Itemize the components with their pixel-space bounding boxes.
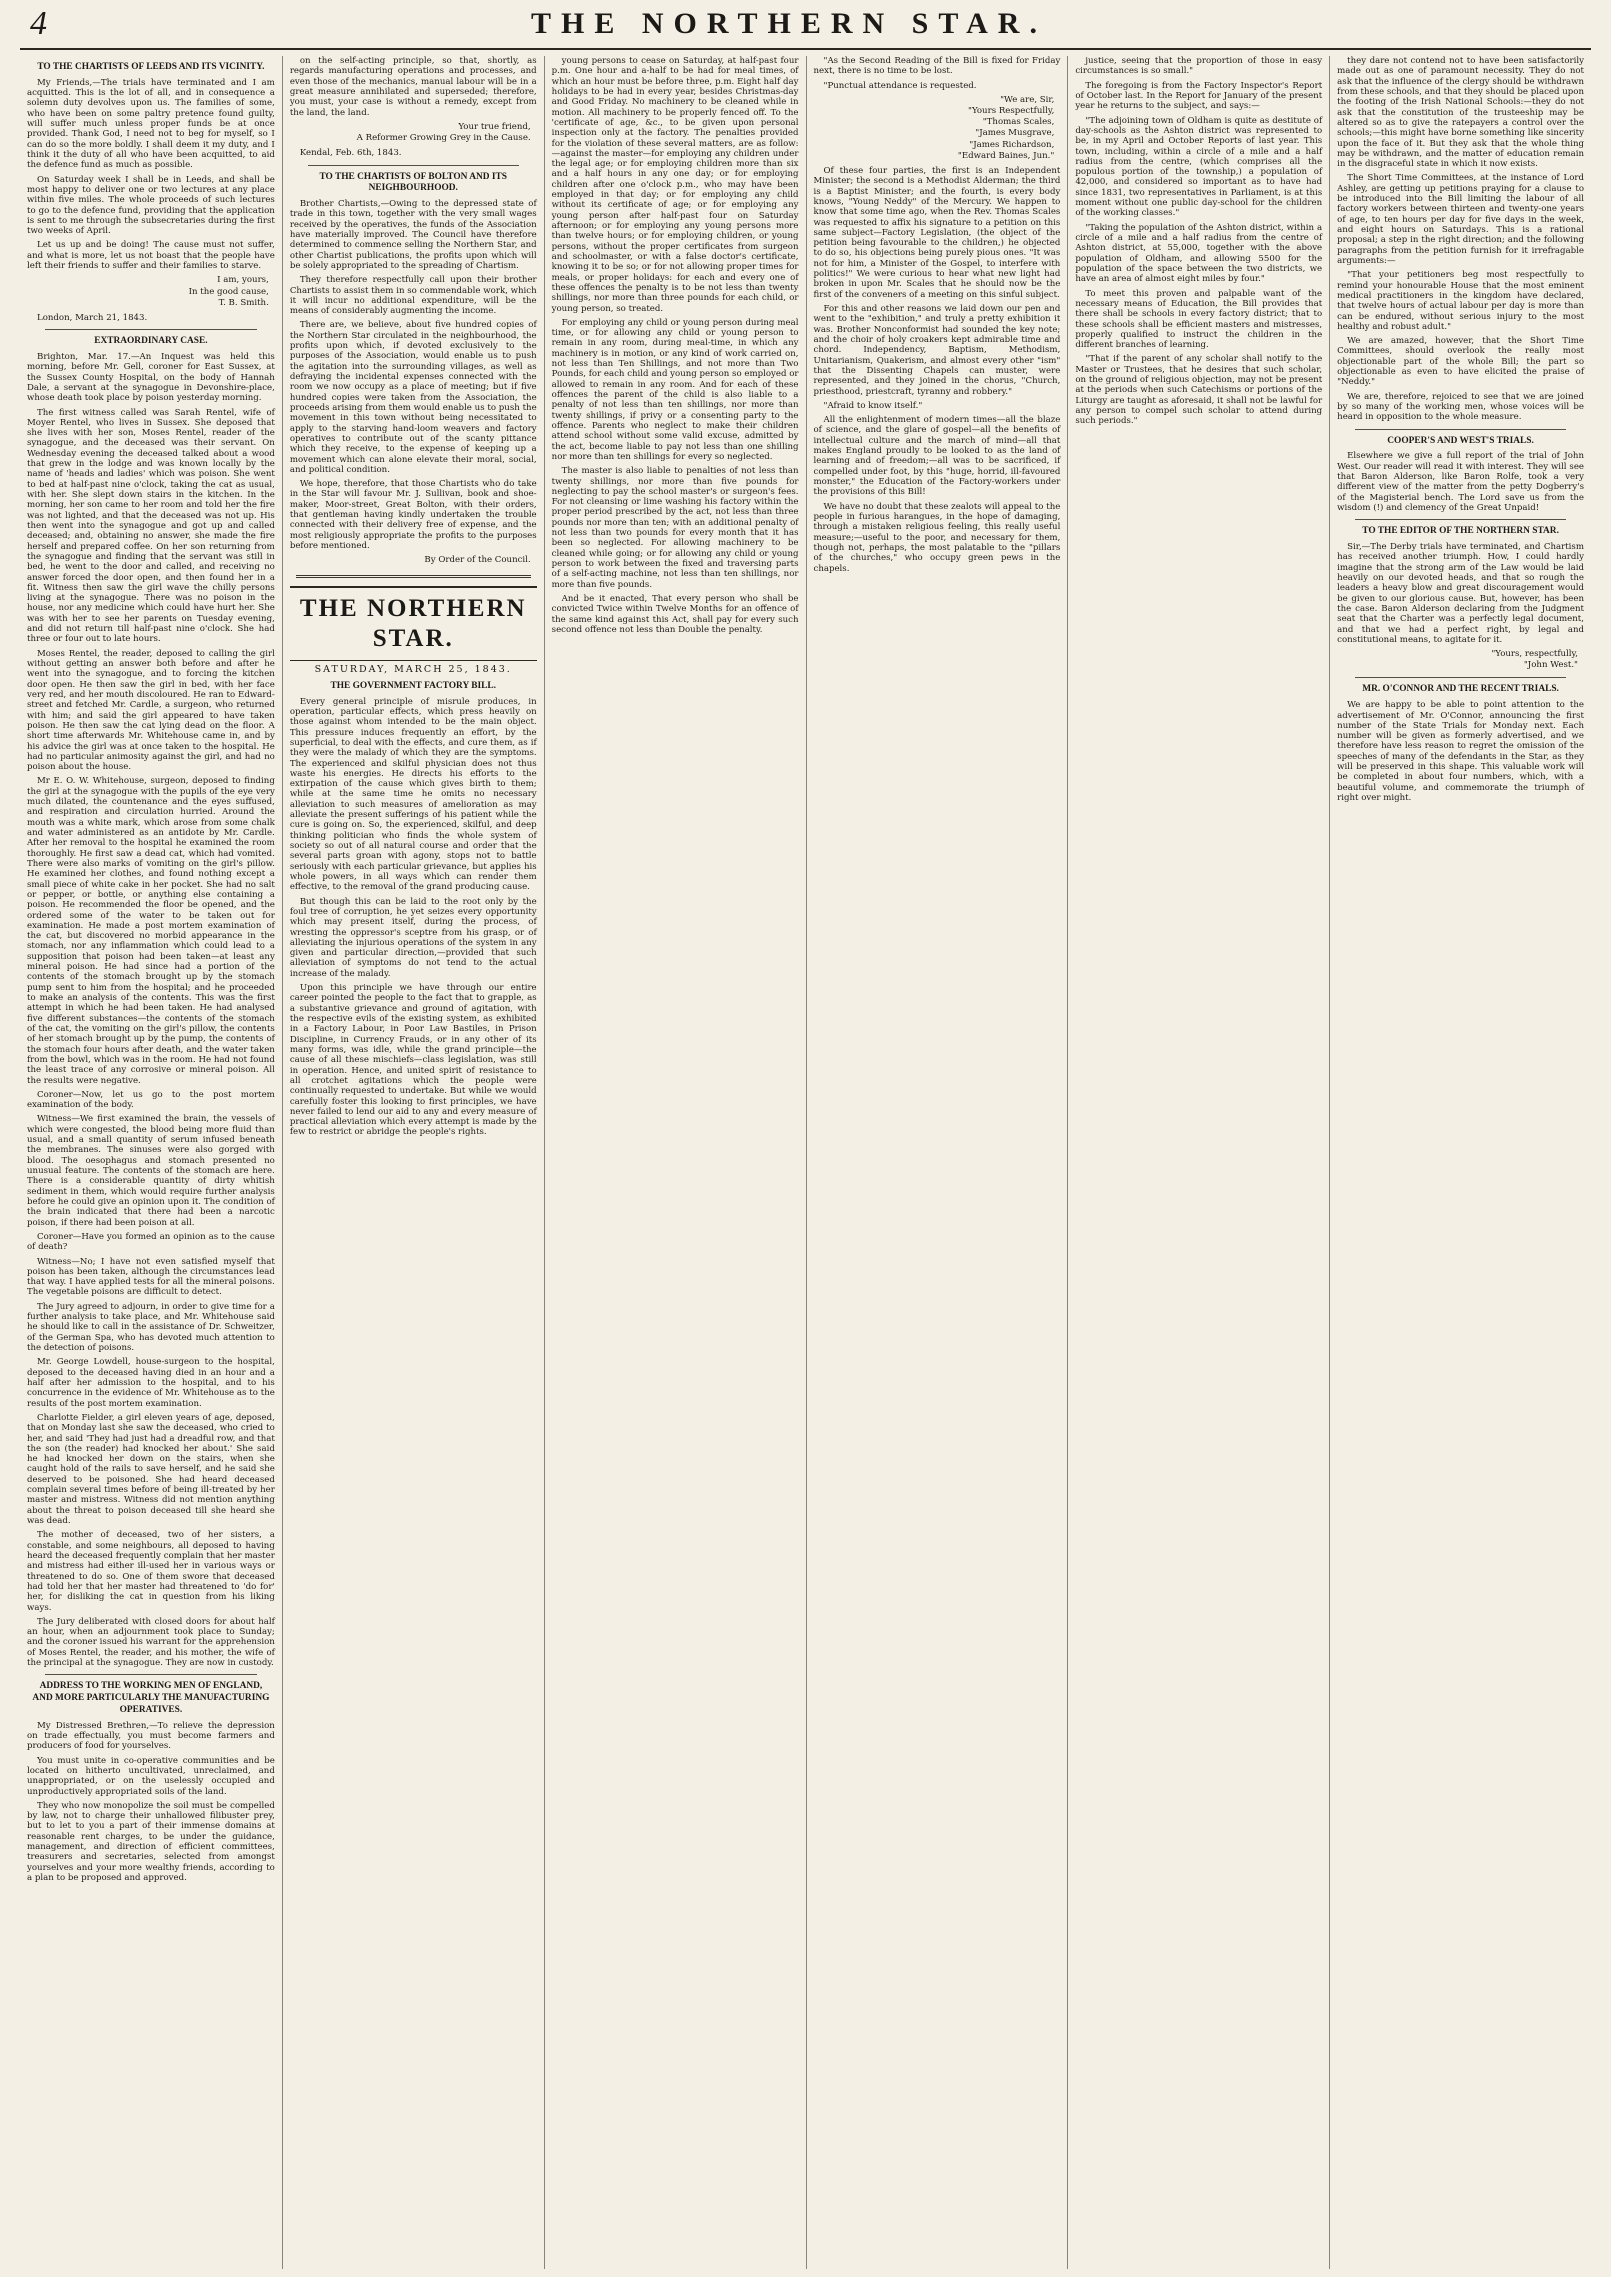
paragraph: Witness—No; I have not even satisfied myself that poison has been taken, although the circumstances lead that way. I have applied tests for all the mineral poisons. The vegetable poisons are difficult to detect.	[27, 1256, 275, 1298]
column-6	[1329, 56, 1591, 2269]
paragraph: All the enlightenment of modern times—all the blaze of science, and the glare of gospel—all the benefits of intellectual culture and the march of mind—all that makes England proudly to be looked to as the land of learning and of freedom;—all was to be sacrificed, if compelled under foot, by this "huge, horrid, ill-favoured monster," the Education of the Factory-workers under the provisions of this Bill!	[813, 415, 1061, 498]
divider	[45, 1674, 257, 1675]
paragraph: Every general principle of misrule produces, in operation, particular effects, which press heavily on those against whom intended to be the main object. This pressure induces frequently an effort, by the superficial, to deal with the effects, and cure them, as if they were the malady of which they are the symptoms. The experienced and skilful physician does not thus waste his energies. He directs his efforts to the extirpation of the cause which gives birth to them; while at the same time he omits no necessary alleviation to such measures of amelioration as may alleviate the present sufferings of his patient while the cure is going on. So, the experienced, skilful, and deep thinking politician who finds the whole system of society so out of all natural course and order that the several parts groan with agony, stops not to battle seriously with each particular grievance, but applies his whole powers, in all ways which can render them effective, to the removal of the grand producing cause.	[289, 696, 537, 893]
signoff-line: "Yours, respectfully,	[1491, 649, 1578, 660]
divider	[45, 329, 257, 330]
paragraph: We are happy to be able to point attention to the advertisement of Mr. O'Connor, announcing the first number of the State Trials for Monday next. Each number will be given as formerly advertised, and we therefore have less reason to regret the omission of the speeches of many of the defendants in the Star, as they will be preserved in this shape. This valuable work will be completed in about four numbers, which, with a beautiful volume, and commemorate the triumph of right over might.	[1337, 700, 1584, 804]
paragraph: Mr. George Lowdell, house-surgeon to the hospital, deposed to the deceased having died in an hour and a half after her admission to the hospital, and to his concurrence in the evidence of Mr. Whitehouse as to the results of the post mortem examination.	[27, 1357, 275, 1409]
article-headline: TO THE CHARTISTS OF BOLTON AND ITS NEIGHBOURHOOD.	[319, 171, 508, 194]
signoff-line: "Thomas Scales,	[982, 117, 1055, 128]
article-headline: COOPER'S AND WEST'S TRIALS.	[1387, 435, 1534, 446]
section-banner: THE NORTHERN STAR.	[290, 586, 537, 661]
paragraph: Witness—We first examined the brain, the vessels of which were congested, the blood being more fluid than usual, and a small quantity of serum infused beneath the membranes. The sinuses were also gorged with blood. The oesophagus and stomach presented no unusual feature. The contents of the stomach are here. There is a considerable quantity of dirty whitish sediment in them, which would require further analysis before he could give an opinion upon it. The condition of the brain indicated that there had been a narcotic poison, if there had been poison at all.	[27, 1114, 275, 1228]
signoff	[33, 275, 269, 309]
paragraph: Sir,—The Derby trials have terminated, and Chartism has received another triumph. How, I could hardly imagine that the strong arm of the Law would be laid heavily on our devoted heads, and that so rough the leaders a heavy blow and great discouragement would be given to our glorious cause. But, however, has been the case. Baron Alderson declaring from the Judgment seat that the Charter was a perfectly legal document, and that we had a perfect right, by legal and constitutional means, to agitate for it.	[1337, 542, 1584, 645]
paragraph: Mr E. O. W. Whitehouse, surgeon, deposed to finding the girl at the synagogue with the pupils of the eye very much dilated, the countenance and the eyes suffused, and respiration and circulation hurried. Around the mouth was a white mark, which arose from some chalk and water administered as an antidote by Mr. Cardle. After her removal to the hospital he examined the room thoroughly. He first saw a dead cat, which had vomited. There were also marks of vomiting on the girl's pillow. He examined her clothes, and found nothing except a small piece of white cake in her pocket. She had no salt or pepper, or bottle, or anything else containing a poison. He recommended the floor be opened, and the ordered some of the water to be taken out for examination. He made a post mortem examination of the cat, but discovered no morbid appearance in the stomach, nor any inflammation which could lead to a supposition that poison had been taken—at least any mineral poison. He had since had a portion of the contents of the stomach brought up by the stomach pump sent to him from the hospital; and he proceeded to make an analysis of the contents. This was the first attempt in which he had been taken. He had analysed five different substances—the contents of the stomach of the cat, the vomiting on the girl's pillow, the contents of her stomach brought up by the pump, the contents of the stomach four hours after death, and the water taken from the bowl, which was in the room. He had not found the least trace of any corrosive or mineral poison. All the results were negative.	[27, 776, 275, 1086]
paragraph: They therefore respectfully call upon their brother Chartists to assist them in so commendable work, which it will incur no additional expenditure, will be the means of considerably augmenting the income.	[289, 275, 537, 317]
paragraph: There are, we believe, about five hundred copies of the Northern Star circulated in the neighbourhood, the profits upon which, if devoted exclusively to the purposes of the Association, would enable us to push the agitation into the surrounding villages, as well as defraying the incidental expenses connected with the room we now occupy as a place of meeting; but if five hundred copies were taken from the Association, the proceeds arising from them would enable us to push the movement in this town without being necessitated to apply to the starving hand-loom weavers and factory operatives to contribute out of the scanty pittance which they receive, to the expense of keeping up a movement which can alone elevate their moral, social, and political condition.	[289, 320, 537, 475]
signoff-line: "John West."	[1523, 660, 1578, 671]
article-headline: TO THE CHARTISTS OF LEEDS AND ITS VICINITY.	[37, 62, 265, 72]
paragraph: "As the Second Reading of the Bill is fixed for Friday next, there is no time to be lost.	[813, 56, 1061, 77]
paragraph: The Jury agreed to adjourn, in order to give time for a further analysis to take place, and Mr. Whitehouse said he should like to call in the assistance of Dr. Schweitzer, of the German Spa, who has devoted much attention to the detection of poisons.	[27, 1301, 275, 1354]
signoff-line: "James Richardson,	[969, 139, 1055, 150]
article	[1337, 526, 1584, 671]
paragraph: they dare not contend not to have been satisfactorily made out as one of paramount necessity. They do not ask that the influence of the clergy should be withdrawn from these schools, and that they should be placed upon the footing of the Irish National Schools:—they do not ask that the constitution of the trusteeship may be altered so as to give the ratepayers a control over the schools;—this might have borne something like sincerity upon the face of it. But they ask that the whole thing may be withdrawn, and the matter of education remain in the disgraceful state in which it now exists.	[1337, 56, 1584, 170]
signoff-line: I am, yours,	[217, 275, 269, 286]
article	[27, 336, 275, 1668]
paragraph: The master is also liable to penalties of not less than twenty shillings, nor more than five pounds for neglecting to pay the school master's or surgeon's fees. For not cleansing or lime washing his factory within the proper period prescribed by the act, not less than three pounds nor more than ten; with an additional penalty of not less than two pounds for every month that it has been so neglected. For allowing machinery to be cleaned while going; or for allowing any child or young person to work between the fixed and traversing parts of a self-acting machine, not less than ten shillings, nor more than five pounds.	[551, 466, 799, 590]
paragraph: Brother Chartists,—Owing to the depressed state of trade in this town, together with the very small wages received by the operatives, the funds of the Association have materially improved. The Council have therefore determined to commence selling the Northern Star, and other Chartist publications, the profits upon which will be solely appropriated to the spreading of Chartism.	[289, 199, 537, 271]
signoff	[820, 95, 1055, 162]
article	[290, 172, 537, 567]
column-3	[544, 56, 806, 2269]
signoff-line: "We are, Sir,	[1000, 94, 1055, 105]
paragraph: Of these four parties, the first is an Independent Minister; the second is a Methodist Alderman; the third is a Baptist Minister; and the fourth, is every body knows, "Young Neddy" of the Mercury. We happen to know that some time ago, when the Rev. Thomas Scales was requested to affix his signature to a petition on this same subject—Factory Legislation, (the object of the petition being favourable to the children,) he objected to do so, his objections being purely pious ones. "It was not for him, a Minister of the Gospel, to interfere with politics!" We were curious to hear what new light had broken in upon Mr. Scales that he should now be the first of the conveners of a meeting on this sinful subject.	[813, 165, 1061, 300]
paragraph: The mother of deceased, two of her sisters, a constable, and some neighbours, all deposed to having heard the deceased frequently complain that her master and mistress had either ill-used her in various ways or threatened to do so. One of them swore that deceased had told her that her master had threatened to 'do for' her, for disliking the cat in question from his liking ways.	[27, 1530, 275, 1613]
divider	[308, 165, 519, 166]
signoff	[296, 122, 531, 144]
paragraph: We are, therefore, rejoiced to see that we are joined by so many of the working men, whose voices will be heard in opposition to the whole measure.	[1337, 391, 1584, 423]
leader-article	[290, 681, 537, 1138]
paragraph: On Saturday week I shall be in Leeds, and shall be most happy to deliver one or two lectures at any place within five miles. The whole proceeds of such lectures to go to the defence fund, providing that the application is sent to me through the subsecretaries during the first two weeks of April.	[27, 174, 275, 237]
paragraph: But though this can be laid to the root only by the foul tree of corruption, he yet seizes every opportunity which may present itself, during the process, of wresting the oppressor's sceptre from his grasp, or of alleviating the injurious operations of the system in any given and particular direction,—provided that such alleviation of symptoms do not tend to the actual increase of the malady.	[289, 896, 537, 979]
masthead	[20, 0, 1591, 50]
paragraph: "That if the parent of any scholar shall notify to the Master or Trustees, that he desires that such scholar, on the ground of religious objection, may not be present at the periods when such Catechisms or portions of the Liturgy are taught as aforesaid, it shall not be lawful for any person to compel such scholar to attend during such periods."	[1075, 354, 1323, 427]
paragraph: To meet this proven and palpable want of the necessary means of Education, the Bill provides that there shall be schools in every factory district; that to these schools shall be efficient masters and mistresses, properly qualified to instruct the children in the different branches of learning.	[1075, 288, 1323, 351]
article	[290, 56, 537, 159]
paragraph: Elsewhere we give a full report of the trial of John West. Our reader will read it with interest. They will see that Baron Alderson, like Baron Rolfe, took a very different view of the matter from the petty Dogberry's of the Magisterial bench. The Lord save us from the wisdom (!) and clemency of the Great Unpaid!	[1337, 451, 1584, 513]
article-headline: EXTRAORDINARY CASE.	[94, 336, 208, 347]
article-headline: ADDRESS TO THE WORKING MEN OF ENGLAND, AND MORE PARTICULARLY THE MANUFACTURING OPERATIVES.	[32, 1681, 270, 1715]
paragraph: Upon this principle we have through our entire career pointed the people to the fact that to grapple, as a substantive grievance and ground of agitation, with the respective evils of the existing system, as exhibited in a Factory Labour, in Poor Law Bastiles, in Prison Discipline, in Currency Frauds, or in any other of its many forms, was idle, while the grand principle—the cause of all these mischiefs—class legislation, was still in operation. Hence, and united spirit of resistance to all crotchet agitations which the people were continually requested to undertake. But while we would carefully foster this looking to first principles, we have never failed to lend our aid to any and every measure of practical alleviation which every attempt is made by the few to restrict or abridge the people's rights.	[289, 983, 537, 1138]
paragraph: We are amazed, however, that the Short Time Committees, should overlook the really most objectionable part of the whole Bill; the part so objectionable as even to have elicited the praise of "Neddy."	[1337, 336, 1584, 388]
signoff-line: "Yours Respectfully,	[968, 106, 1055, 117]
signoff	[1343, 649, 1578, 671]
article	[27, 62, 275, 323]
article	[552, 56, 799, 635]
column-5	[1067, 56, 1329, 2269]
divider	[1355, 519, 1566, 520]
paragraph: The Jury deliberated with closed doors for about half an hour, when an adjournment took place to Sunday; and the coroner issued his warrant for the apprehension of Moses Rentel, the reader, and his mother, the wife of the principal at the synagogue. They are now in custody.	[27, 1616, 275, 1669]
paragraph: Coroner—Now, let us go to the post mortem examination of the body.	[27, 1089, 275, 1111]
signoff-line: In the good cause,	[188, 286, 269, 297]
article-headline: THE GOVERNMENT FACTORY BILL.	[330, 680, 496, 691]
paragraph: We have no doubt that these zealots will appeal to the people in furious harangues, in the hope of damaging, through a mistaken religious feeling, this really useful measure;—useful to the poor, and necessary for them, though not, perhaps, the most palatable to the "pillars of the churches," who occupy green pews in the chapels.	[813, 501, 1061, 574]
paragraph: Let us up and be doing! The cause must not suffer, and what is more, let us not boast that the people have left their friends to suffer and their families to starve.	[27, 240, 275, 272]
issue-date: SATURDAY, MARCH 25, 1843.	[314, 663, 512, 675]
divider	[1355, 429, 1566, 430]
divider	[296, 575, 531, 578]
paragraph: The Short Time Committees, at the instance of Lord Ashley, are getting up petitions praying for a clause to be introduced into the Bill limiting the labour of all factory workers between thirteen and twenty-one years of age, to ten hours per day for five days in the week, and eight hours on Saturdays. This is a rational proposal; a step in the right direction; and the following paragraphs from the petition furnish for it irrefragable arguments:—	[1337, 173, 1584, 266]
paragraph: young persons to cease on Saturday, at half-past four p.m. One hour and a-half to be had for meal times, of which an hour must be before three, p.m. Eight half day holidays to be had in every year, besides Christmas-day and Good Friday. No machinery to be cleaned while in motion. All machinery to be properly fenced off. To the 'certificate of age, &c., to be given upon personal inspection only at the factory. The penalties provided for the violation of these several matters, are as follow:—against the master—for employing any children under the legal age; or for employing children more than six and a half hours in any one day; or for employing children after one o'clock p.m., who may have been employed in that day; or for employing any child without its certificate of age; or for employing any young person after half-past four on Saturday afternoon; or for employing any young persons more than twelve hours; or for employing children, or young persons, without the proper certificates from surgeon and schoolmaster, or with a false doctor's certificate, knowing it to be so; or for not allowing proper times for meals, or proper holidays: for each and every one of these offences the penalty is to be not less than twenty shillings, nor more than three pounds for each child, or young person, so treated.	[551, 56, 799, 314]
column-1	[20, 56, 282, 2269]
signoff-line: "Edward Baines, Jun."	[957, 150, 1055, 161]
paragraph: You must unite in co-operative communities and be located on hitherto uncultivated, unreclaimed, and unappropriated, or on the uselessly occupied and unproductively appropriated soils of the land.	[27, 1755, 275, 1797]
columns	[20, 56, 1591, 2269]
article-headline: MR. O'CONNOR AND THE RECENT TRIALS.	[1362, 684, 1559, 695]
signoff-line: By Order of the Council.	[424, 555, 531, 566]
signoff-line: A Reformer Growing Grey in the Cause.	[356, 133, 531, 144]
article	[1337, 436, 1584, 514]
newspaper-title: THE NORTHERN STAR.	[531, 7, 1047, 40]
article	[1337, 684, 1584, 803]
article	[1075, 56, 1322, 427]
column-4	[806, 56, 1068, 2269]
paragraph: Coroner—Have you formed an opinion as to the cause of death?	[27, 1231, 275, 1253]
dateline: Kendal, Feb. 6th, 1843.	[299, 148, 402, 159]
paragraph: We hope, therefore, that those Chartists who do take in the Star will favour Mr. J. Sullivan, book and shoe-maker, Moor-street, Great Bolton, with their orders, that gentleman having kindly undertaken the trouble connected with their delivery free of expense, and the most religiously appropriate the profits to the purposes before mentioned.	[289, 479, 537, 552]
signoff	[296, 555, 531, 566]
column-2	[282, 56, 544, 2269]
article	[27, 1681, 275, 1883]
signoff-line: "James Musgrave,	[975, 128, 1055, 139]
paragraph: justice, seeing that the proportion of those in easy circumstances is so small."	[1075, 56, 1323, 77]
article	[1337, 56, 1584, 423]
article	[814, 166, 1061, 574]
paragraph: Charlotte Fielder, a girl eleven years of age, deposed, that on Monday last she saw the deceased, who cried to her, and said 'They had just had a dreadful row, and that the son (the reader) had knocked her about.' She said he had knocked her down on the stairs, when she caught hold of the rails to save herself, and he said she deserved to be poisoned. She had heard deceased complain several times before of being ill-treated by her master and mistress. Witness did not mention anything about the threat to poison deceased till she heard she was dead.	[27, 1412, 275, 1527]
dateline: London, March 21, 1843.	[37, 312, 148, 323]
signoff-line: Your true friend,	[458, 121, 531, 132]
paragraph: For this and other reasons we laid down our pen and went to the "exhibition," and truly a pretty exhibition it was. Brother Nonconformist had sounded the key note; and the choir of holy croakers kept admirable time and chord. Independency, Baptism, Methodism, Unitarianism, Quakerism, and almost every other "ism" that the Dissenting Chapels can muster, were represented, and they joined in the chorus, "Church, priesthood, priestcraft, tyranny and robbery."	[813, 304, 1061, 397]
paragraph: Moses Rentel, the reader, deposed to calling the girl without getting an answer both before and after he went into the synagogue, and to forcing the kitchen door open. He then saw the girl in bed, with her face very red, and her mouth discoloured. He ran to Edward-street and fetched Mr. Cardle, a surgeon, who returned with him; and said the girl appeared to have taken poison. He then saw the cat lying dead on the floor. A short time afterwards Mr. Whitehouse came in, and by his advice the girl was at once taken to the hospital. He had no particular animosity against the girl, and had no poison about the house.	[27, 648, 275, 773]
paragraph: "Punctual attendance is requested.	[823, 80, 977, 91]
paragraph: They who now monopolize the soil must be compelled by law, not to charge their unhallowed filibuster prey, but to let to you a part of their immense domains at reasonable rent charges, to be under the guidance, management, and direction of efficient committees, treasurers and secretaries, selected from amongst yourselves and your more wealthy friends, according to a plan to be proposed and approved.	[27, 1800, 275, 1884]
paragraph: My Friends,—The trials have terminated and I am acquitted. This is the lot of all, and in consequence a solemn duty devolves upon us. The families of some, who have been on some paltry pretence found guilty, will suffer much unless proper funds be at once provided. Thank God, I need not to beg for myself, so I can do so the more boldly. I shall deem it my duty, and I think it the duty of all who have been acquitted, to aid the defence fund as much as possible.	[27, 77, 275, 171]
article	[814, 56, 1061, 162]
paragraph: "Afraid to know itself."	[823, 400, 923, 411]
page-number: 4	[30, 5, 47, 42]
paragraph: The first witness called was Sarah Rentel, wife of Moyer Rentel, who lives in Sussex. She deposed that she lives with her son, Moses Rentel, reader of the synagogue, and the deceased was their servant. On Wednesday evening the deceased talked about a wood that grew in the lodge and was known locally by the name of 'heads and ladies' which was poison. She went to bed at half-past nine o'clock, taking the cat as usual, with her. She slept down stairs in the kitchen. In the morning, her son came to her room and told her the fire was not lighted, and that the deceased was not up. His then went into the synagogue and got up and called deceased; and, obtaining no answer, she made the fire herself and prepared coffee. On her son returning from the synagogue and finding that the servant was still in bed, he went to the door and called, and receiving no answer forced the door open, and then found her in a fit. Witness then saw the girl wave the chilly persons living at the synagogue. There was no poison in the house, nor any medicine which could have hurt her. She was with her to see her parents on Tuesday evening, and did not return till half-past nine o'clock. She had three or four out to late hours.	[27, 407, 275, 645]
paragraph: For employing any child or young person during meal time, or for allowing any child or young person to remain in any room, during meal-time, in which any machinery is in motion, or any kind of work carried on, not less than Ten Shillings, and not more than Two Pounds, for each child and young person so employed or allowed to remain in any room. And for each of these offences the parent of the child is also liable to a penalty of not less than ten shillings, nor more than twenty shillings, if privy or a consenting party to the offence. Parents who neglect to make their children attend school without some valid excuse, admitted by the act, become liable to pay not less than one shilling nor more than ten shillings for every so neglected.	[551, 317, 799, 462]
paragraph: "The adjoining town of Oldham is quite as destitute of day-schools as the Ashton district was represented to be, in my April and October Reports of last year. This town, including, within a circle of a mile and a half radius from the centre, (which comprises all the populous portion of the township,) a population of 42,000, and considered so important as to have had since 1831, two representatives in Parliament, is at this moment without one public day-school for the children of the working classes."	[1075, 115, 1323, 219]
paragraph: on the self-acting principle, so that, shortly, as regards manufacturing operations and processes, and even those of the mechanics, manual labour will be in a great measure annihilated and superseded; therefore, you must, your case is without a remedy, except from the land, the land.	[289, 56, 537, 118]
paragraph: "That your petitioners beg most respectfully to remind your honourable House that the most eminent medical practitioners in the kingdom have declared, that twelve hours of actual labour per day is more than can be endured, without serious injury to the most healthy and robust adult."	[1337, 270, 1584, 332]
paragraph: And be it enacted, That every person who shall be convicted Twice within Twelve Months for an offence of the same kind against this Act, shall pay for every such second offence not less than Double the penalty.	[551, 593, 799, 635]
divider	[1355, 677, 1566, 678]
paragraph: Brighton, Mar. 17.—An Inquest was held this morning, before Mr. Gell, coroner for East Sussex, at the Sussex County Hospital, on the body of Hannah Dale, a servant at the synagogue in Devonshire-place, whose death took place by poison yesterday morning.	[27, 351, 275, 404]
paragraph: My Distressed Brethren,—To relieve the depression on trade effectually, you must become farmers and producers of food for yourselves.	[27, 1720, 275, 1752]
article-headline: TO THE EDITOR OF THE NORTHERN STAR.	[1362, 526, 1559, 537]
paragraph: "Taking the population of the Ashton district, within a circle of a mile and a half radius from the centre of Ashton district, at 55,000, together with the above population of Oldham, and allowing 5500 for the population of the space between the two districts, we have an area of almost eight miles by four."	[1075, 222, 1323, 285]
signoff-line: T. B. Smith.	[218, 297, 269, 308]
paragraph: The foregoing is from the Factory Inspector's Report of October last. In the Report for January of the present year he returns to the subject, and says:—	[1075, 80, 1323, 112]
